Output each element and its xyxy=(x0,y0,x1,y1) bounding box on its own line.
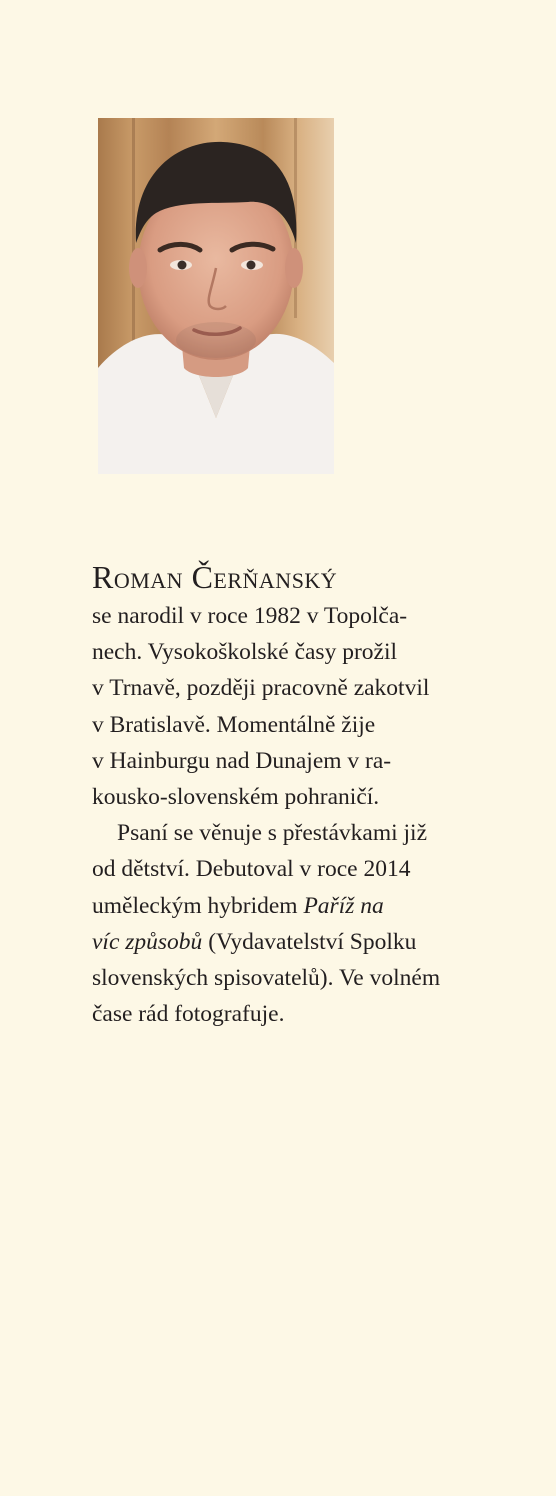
author-portrait xyxy=(98,118,334,474)
author-name: Roman Čerňanský xyxy=(92,559,338,595)
bio-line: Psaní se věnuje s přestávkami již xyxy=(117,820,427,847)
bio-line: slovenských spisovatelů). Ve volném xyxy=(92,965,441,992)
bio-line xyxy=(92,924,512,960)
book-title: Paříž na xyxy=(303,892,384,919)
bio-line: kousko-slovenském pohraničí. xyxy=(92,784,380,811)
bio-line: v Bratislavě. Momentálně žije xyxy=(92,711,376,738)
bio-line: od dětství. Debutoval v roce 2014 xyxy=(92,856,411,883)
book-title: víc způsobů xyxy=(92,928,203,955)
bio-text: uměleckým hybridem xyxy=(92,892,304,919)
bio-line: čase rád fotografuje. xyxy=(92,1001,285,1028)
author-bio xyxy=(92,556,512,1032)
bio-text: (Vydavatelství Spolku xyxy=(202,928,417,955)
bio-line xyxy=(92,888,512,924)
bio-line: nech. Vysokoškolské časy prožil xyxy=(92,639,398,666)
bio-line: v Hainburgu nad Dunajem v ra- xyxy=(92,747,392,774)
bio-line: v Trnavě, později pracovně zakotvil xyxy=(92,675,430,702)
bio-line: se narodil v roce 1982 v Topolča- xyxy=(92,603,408,629)
